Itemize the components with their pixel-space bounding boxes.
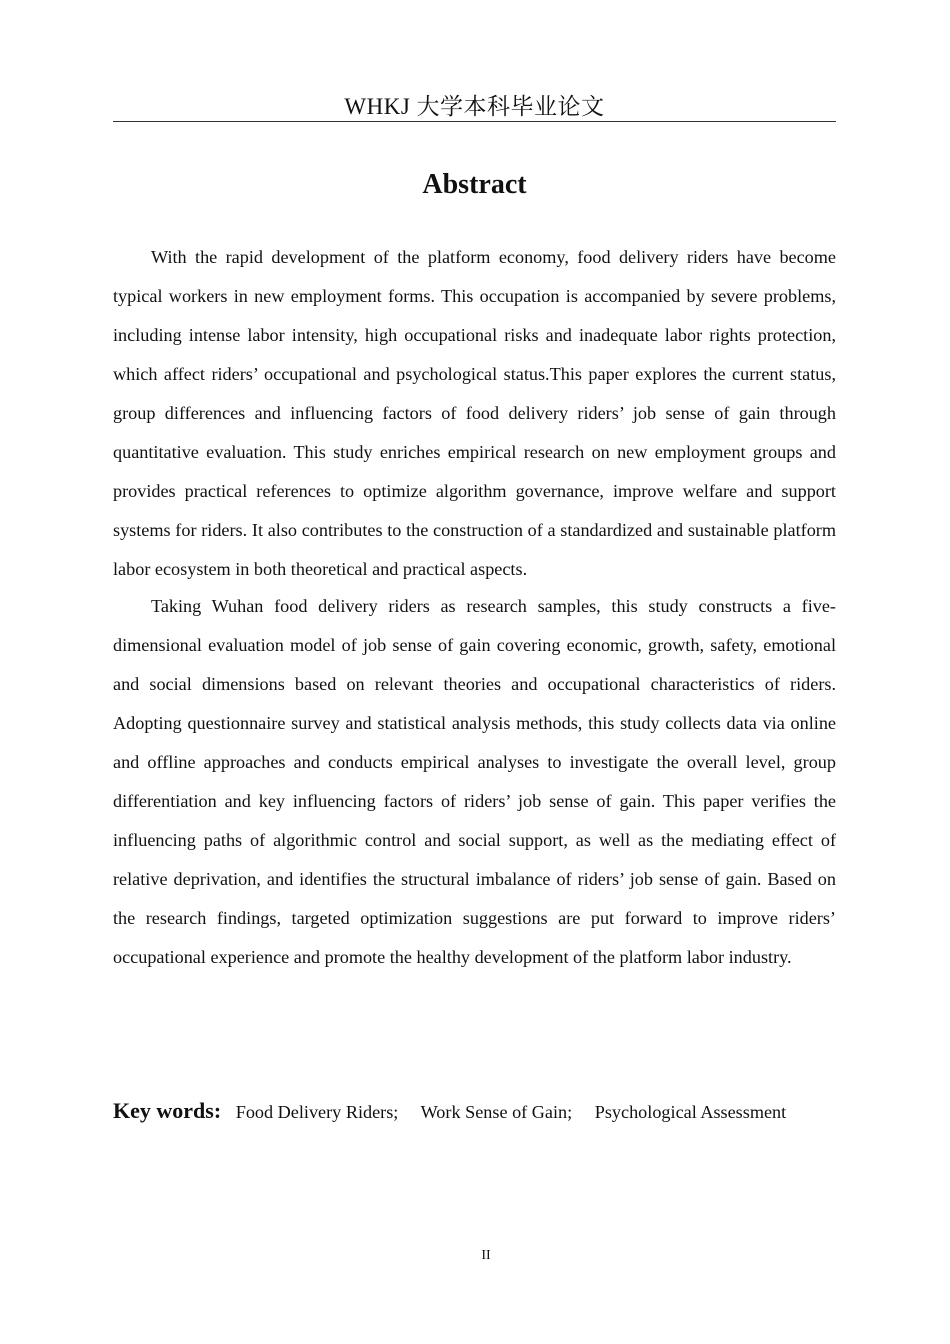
- abstract-heading: Abstract: [422, 169, 527, 200]
- abstract-paragraph-1: With the rapid development of the platform economy, food delivery riders have become typical workers in new employment forms. This occupation is accompanied by severe problems, including intense labor intensity, high occupational risks and inadequate labor rights protection, which affect riders’ occupational and psychological status.This paper explores the current status, group differences and influencing factors of food delivery riders’ job sense of gain through quantitative evaluation. This study enriches empirical research on new employment groups and provides practical references to optimize algorithm governance, improve welfare and support systems for riders. It also contributes to the construction of a standardized and sustainable platform labor ecosystem in both theoretical and practical aspects.: [113, 247, 836, 579]
- keyword-item: Work Sense of Gain;: [420, 1102, 573, 1122]
- keyword-item: Food Delivery Riders;: [235, 1102, 399, 1122]
- keywords-line: [113, 1094, 836, 1129]
- keyword-item: Psychological Assessment: [594, 1102, 787, 1122]
- keywords-label: Key words:: [113, 1098, 222, 1123]
- page-number: II: [481, 1248, 491, 1263]
- header-rule: [113, 121, 836, 122]
- abstract-body: [113, 238, 836, 977]
- running-header: WHKJ 大学本科毕业论文: [344, 94, 605, 119]
- abstract-paragraph-2: Taking Wuhan food delivery riders as research samples, this study constructs a five-dimensional evaluation model of job sense of gain covering economic, growth, safety, emotional and social dimensions based on relevant theories and occupational characteristics of riders. Adopting questionnaire survey and statistical analysis methods, this study collects data via online and offline approaches and conducts empirical analyses to investigate the overall level, group differentiation and key influencing factors of riders’ job sense of gain. This paper verifies the influencing paths of algorithmic control and social support, as well as the mediating effect of relative deprivation, and identifies the structural imbalance of riders’ job sense of gain. Based on the research findings, targeted optimization suggestions are put forward to improve riders’ occupational experience and promote the healthy development of the platform labor industry.: [113, 596, 836, 967]
